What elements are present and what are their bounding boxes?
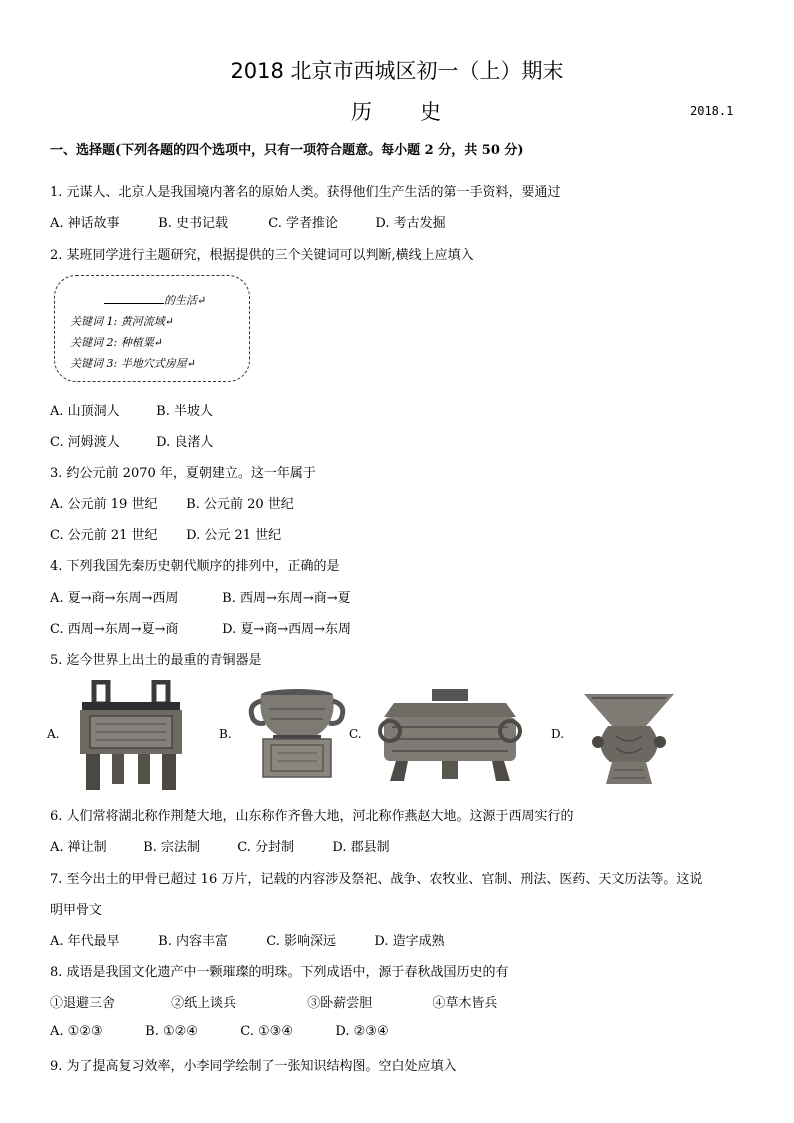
option: C. 影响深远 [266, 934, 337, 949]
q1-options [50, 212, 446, 231]
q5-stem: 5. 迄今世界上出土的最重的青铜器是 [50, 653, 262, 668]
bronze-ding-image [76, 680, 186, 792]
option: C. 分封制 [237, 840, 295, 855]
option: D. 郡县制 [332, 840, 390, 855]
option: C. 学者推论 [268, 216, 339, 231]
exam-title: 2018 北京市西城区初一（上）期末 [230, 59, 564, 83]
option: D. 造字成熟 [374, 934, 445, 949]
option: C. ①③④ [240, 1024, 293, 1039]
option: A. 年代最早 [50, 934, 120, 949]
q7-options [50, 930, 445, 949]
keyword-3: 关键词 3: 半地穴式房屋↵ [70, 357, 196, 370]
bronze-zun-image [582, 690, 676, 786]
option: B. 半坡人 [156, 404, 213, 419]
option: A. 神话故事 [50, 216, 120, 231]
q4-options-row1 [50, 587, 351, 606]
q3-stem: 3. 约公元前 2070 年，夏朝建立。这一年属于 [50, 466, 316, 481]
idiom-item: ②纸上谈兵 [171, 996, 237, 1011]
option: A. 禅让制 [50, 840, 107, 855]
option: D. 良渚人 [156, 435, 214, 450]
q7-stem: 7. 至今出土的甲骨已超过 16 万片，记载的内容涉及祭祀、战争、农牧业、官制、刑法、医药、天文历法等。这说 [50, 872, 703, 887]
option: D. 公元 21 世纪 [186, 528, 282, 543]
option: B. 史书记载 [158, 216, 228, 231]
q1-stem: 1. 元谋人、北京人是我国境内著名的原始人类。获得他们生产生活的第一手资料，要通过 [50, 185, 561, 200]
option: C. 西周→东周→夏→商 [50, 622, 179, 637]
q4-stem: 4. 下列我国先秦历史朝代顺序的排列中，正确的是 [50, 559, 340, 574]
q4-options-row2 [50, 618, 351, 637]
option: A. 山顶洞人 [50, 404, 120, 419]
q2-stem: 2. 某班同学进行主题研究，根据提供的三个关键词可以判断,横线上应填入 [50, 248, 474, 263]
option: C. 河姆渡人 [50, 435, 120, 450]
subject-title: 历 史 [351, 100, 443, 124]
idiom-item: ④草木皆兵 [432, 996, 498, 1011]
keyword-box-title: 的生活↵ [70, 290, 249, 311]
idiom-item: ③卧薪尝胆 [307, 996, 373, 1011]
q8-stem: 8. 成语是我国文化遗产中一颗璀璨的明珠。下列成语中，源于春秋战国历史的有 [50, 965, 509, 980]
section-title: 一、选择题(下列各题的四个选项中，只有一项符合题意。每小题 2 分，共 50 分) [50, 143, 524, 158]
answer-blank [104, 291, 164, 304]
option: B. 西周→东周→商→夏 [222, 591, 351, 606]
keyword-1: 关键词 1: 黄河流域↵ [70, 315, 174, 328]
q9-stem: 9. 为了提高复习效率，小李同学绘制了一张知识结构图。空白处应填入 [50, 1059, 457, 1074]
option: D. 夏→商→西周→东周 [222, 622, 352, 637]
option: B. 公元前 20 世纪 [186, 497, 294, 512]
q2-options-row1 [50, 400, 213, 419]
bronze-jian-image [376, 687, 524, 783]
option: D. ②③④ [335, 1024, 389, 1039]
q2-options-row2 [50, 431, 213, 450]
image-label-b: B. [219, 727, 232, 741]
option: A. ①②③ [50, 1024, 103, 1039]
keyword-2: 关键词 2: 种植粟↵ [70, 336, 163, 349]
option: D. 考古发掘 [375, 216, 446, 231]
option: A. 夏→商→东周→西周 [50, 591, 179, 606]
image-label-a: A. [47, 727, 60, 741]
exam-date: 2018.1 [690, 104, 734, 118]
q7-stem-continued: 明甲骨文 [50, 903, 103, 918]
option: B. ①②④ [145, 1024, 198, 1039]
q8-options [50, 1024, 389, 1039]
q3-options-row1 [50, 493, 294, 512]
option: B. 宗法制 [143, 840, 200, 855]
q3-options-row2 [50, 524, 281, 543]
bronze-gui-image [247, 687, 347, 779]
keyword-box [54, 275, 250, 382]
q6-stem: 6. 人们常将湖北称作荆楚大地，山东称作齐鲁大地，河北称作燕赵大地。这源于西周实行的 [50, 809, 574, 824]
image-label-c: C. [349, 727, 362, 741]
option: C. 公元前 21 世纪 [50, 528, 158, 543]
q6-options [50, 836, 390, 855]
option: B. 内容丰富 [158, 934, 228, 949]
option: A. 公元前 19 世纪 [50, 497, 158, 512]
idiom-item: ①退避三舍 [50, 996, 116, 1011]
q8-items [50, 992, 497, 1011]
image-label-d: D. [551, 727, 565, 741]
